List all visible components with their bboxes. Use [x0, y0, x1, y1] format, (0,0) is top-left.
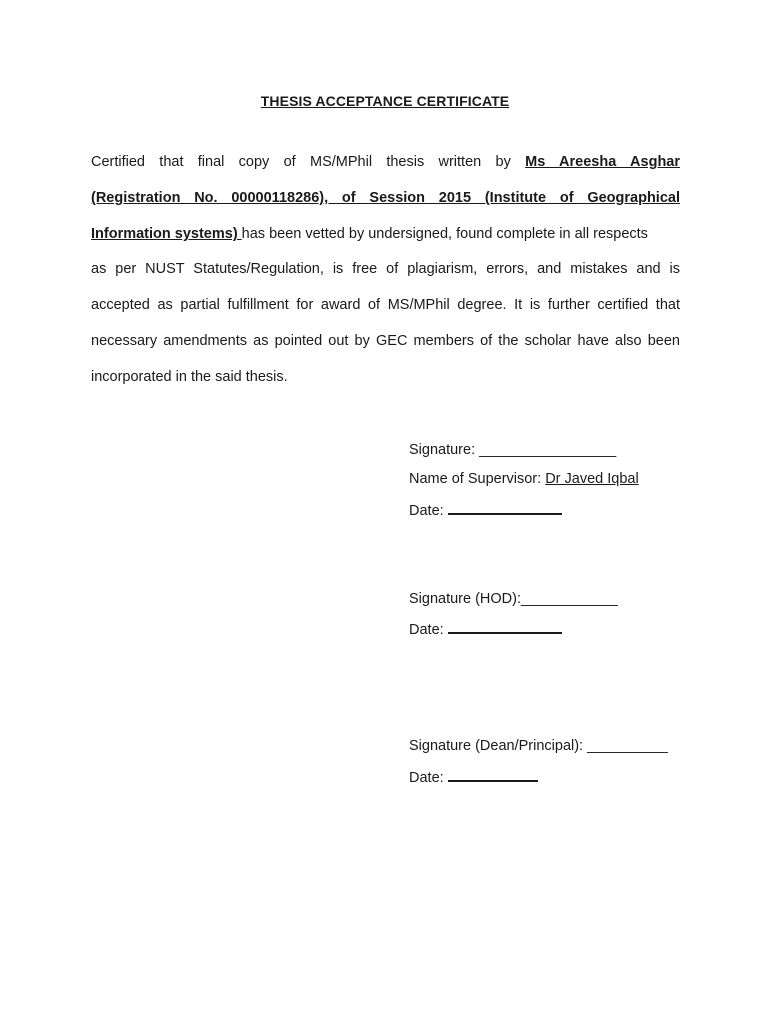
hod-date-line — [409, 618, 562, 640]
scholar-name: Ms Areesha Asghar — [525, 154, 681, 170]
hod-date-label: Date: — [409, 622, 444, 638]
hod-date-blank — [448, 618, 562, 634]
certificate-title: THESIS ACCEPTANCE CERTIFICATE — [260, 93, 510, 109]
paragraph-line-3 — [91, 224, 680, 244]
paragraph-line-3-text: has been vetted by undersigned, found complete in all respects — [241, 226, 648, 242]
supervisor-signature-label: Signature: _________________ — [409, 442, 617, 458]
dean-date-label: Date: — [409, 770, 444, 786]
institute-name: Information systems) — [91, 226, 242, 242]
supervisor-name: Dr Javed Iqbal — [545, 471, 639, 487]
paragraph-line-5: accepted as partial fulfillment for award of MS/MPhil degree. It is further certified that — [91, 297, 680, 313]
paragraph-line-1 — [91, 152, 680, 172]
dean-date-blank — [448, 766, 538, 782]
supervisor-date-blank — [448, 499, 562, 515]
supervisor-date-label: Date: — [409, 503, 444, 519]
supervisor-name-label: Name of Supervisor: — [409, 471, 546, 487]
paragraph-line-6: necessary amendments as pointed out by GEC members of the scholar have also been — [91, 333, 680, 349]
hod-signature-label: Signature (HOD):____________ — [409, 591, 618, 607]
supervisor-date-line — [409, 499, 562, 521]
paragraph-line-7: incorporated in the said thesis. — [91, 369, 288, 385]
paragraph-line-2: (Registration No. 00000118286), of Session 2015 (Institute of Geographical — [91, 190, 680, 206]
dean-date-line — [409, 766, 538, 788]
dean-signature-label: Signature (Dean/Principal): __________ — [409, 738, 668, 754]
paragraph-line-4: as per NUST Statutes/Regulation, is free of plagiarism, errors, and mistakes and is — [91, 261, 680, 277]
paragraph-line-1-text: Certified that final copy of MS/MPhil thesis written by — [91, 154, 511, 170]
supervisor-name-line — [409, 469, 639, 489]
